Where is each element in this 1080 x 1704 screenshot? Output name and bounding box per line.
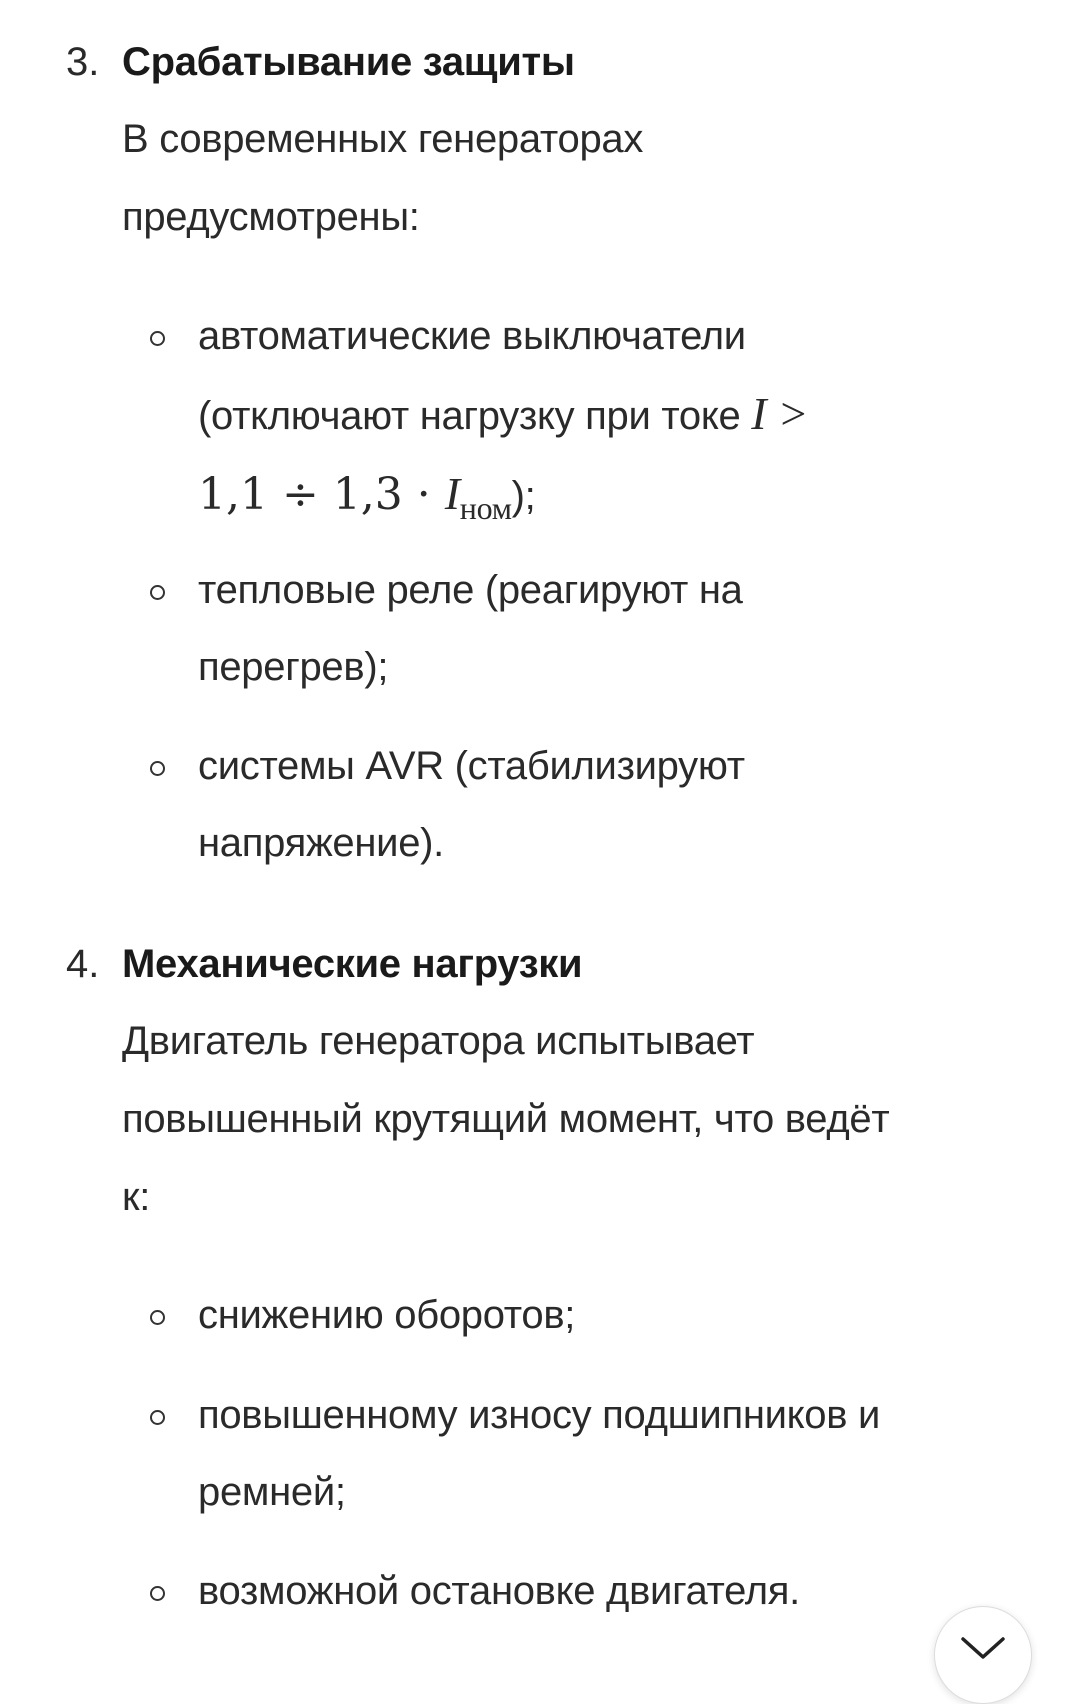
- bullet-line: (отключают нагрузку при токе: [198, 394, 741, 438]
- bullet-line: напряжение).: [198, 821, 444, 865]
- bullet-marker: [150, 761, 165, 776]
- bullet-text: [198, 728, 1028, 882]
- chevron-down-icon: [959, 1633, 1007, 1663]
- math-expression: I >: [751, 388, 809, 439]
- math-line: [198, 455, 1028, 537]
- math-symbol: I: [444, 468, 460, 519]
- bullet-marker: [150, 585, 165, 600]
- intro-line: В современных генераторах: [122, 117, 644, 161]
- bullet-text: [198, 298, 1028, 537]
- list-number: 3.: [66, 40, 100, 84]
- bullet-line: перегрев);: [198, 645, 389, 689]
- bullet-line: повышенному износу подшипников и: [198, 1393, 881, 1437]
- intro-line: Двигатель генератора испытывает: [122, 1019, 755, 1063]
- section-intro: [122, 100, 1022, 256]
- bullet-line: тепловые реле (реагируют на: [198, 568, 743, 612]
- math-tail: );: [511, 474, 536, 518]
- math-subscript: ном: [459, 490, 512, 526]
- bullet-line: возможной остановке двигателя.: [198, 1569, 800, 1613]
- scroll-to-bottom-button[interactable]: [934, 1606, 1032, 1704]
- bullet-text: [198, 1277, 1028, 1354]
- bullet-line: автоматические выключатели: [198, 314, 746, 358]
- bullet-line: ремней;: [198, 1470, 346, 1514]
- section-heading: Срабатывание защиты: [122, 40, 575, 84]
- list-number: 4.: [66, 942, 100, 986]
- intro-line: повышенный крутящий момент, что ведёт: [122, 1097, 890, 1141]
- bullet-marker: [150, 1410, 165, 1425]
- bullet-line-with-math: [198, 375, 1028, 455]
- section-heading: Механические нагрузки: [122, 942, 583, 986]
- bullet-marker: [150, 1586, 165, 1601]
- intro-line: предусмотрены:: [122, 195, 420, 239]
- bullet-marker: [150, 1310, 165, 1325]
- bullet-text: [198, 1377, 1028, 1531]
- section-intro: [122, 1002, 1022, 1236]
- bullet-line: системы AVR (стабилизируют: [198, 744, 745, 788]
- math-expression: 1,1 ÷ 1,3 ·: [198, 469, 445, 520]
- bullet-text: [198, 552, 1028, 706]
- intro-line: к:: [122, 1175, 151, 1219]
- bullet-line: снижению оборотов;: [198, 1293, 576, 1337]
- bullet-text: [198, 1553, 1028, 1630]
- bullet-marker: [150, 331, 165, 346]
